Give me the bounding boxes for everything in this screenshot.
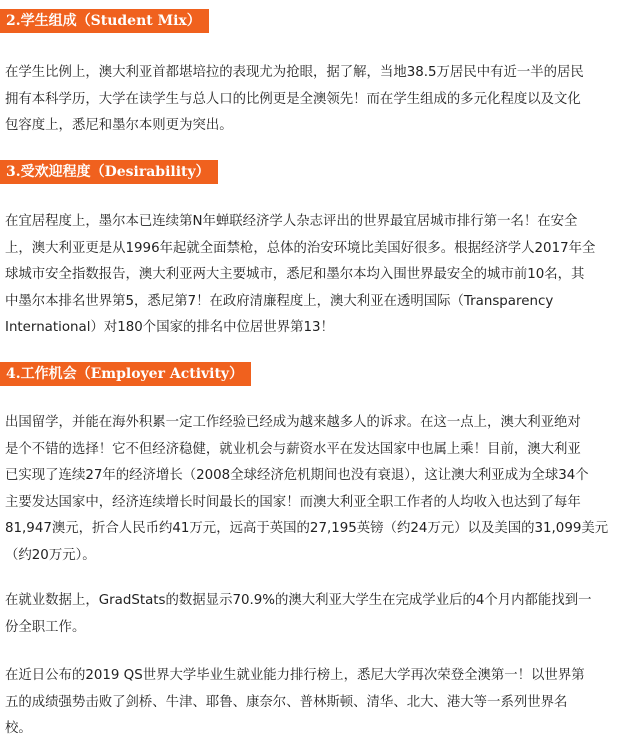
paragraph-employer-activity-1: [5, 410, 633, 570]
section-heading-desirability: 3.受欢迎程度（Desirability）: [0, 160, 218, 184]
text-line: 拥有本科学历，大学在读学生与总人口的比例更是全澳领先！而在学生组成的多元化程度以及文化: [5, 91, 581, 107]
text-line: 已实现了连续27年的经济增长（2008全球经济危机期间也没有衰退），这让澳大利亚成为全球34个: [5, 468, 589, 484]
text-line: 是个不错的选择！它不但经济稳健，就业机会与薪资水平在发达国家中也属上乘！目前，澳大利亚: [5, 441, 581, 457]
text-line: 在就业数据上，GradStats的数据显示70.9%的澳大利亚大学生在完成学业后的4个月内都能找到一: [5, 593, 592, 608]
text-line: 在宜居程度上，墨尔本已连续第N年蝉联经济学人杂志评出的世界最宜居城市排行第一名！在安全: [5, 214, 578, 229]
text-line: 包容度上，悉尼和墨尔本则更为突出。: [5, 118, 233, 134]
text-line: 份全职工作。: [5, 619, 86, 635]
text-line: 在学生比例上，澳大利亚首都堪培拉的表现尤为抢眼，据了解，当地38.5万居民中有近一半的居民: [5, 65, 584, 80]
section-heading-student-mix: 2.学生组成（Student Mix）: [0, 9, 209, 33]
section-heading-employer-activity: 4.工作机会（Employer Activity）: [0, 362, 251, 386]
text-line: 五的成绩强势击败了剑桥、牛津、耶鲁、康奈尔、普林斯顿、清华、北大、港大等一系列世界名: [5, 694, 568, 710]
paragraph-desirability: [5, 209, 633, 342]
text-line: 球城市安全指数报告，澳大利亚两大主要城市，悉尼和墨尔本均入围世界最安全的城市前10名，其: [5, 267, 585, 283]
text-line: International）对180个国家的排名中位居世界第13！: [5, 320, 334, 336]
text-line: 中墨尔本排名世界第5，悉尼第7！在政府清廉程度上，澳大利亚在透明国际（Transparency: [5, 293, 554, 309]
paragraph-employer-activity-3: [5, 663, 633, 743]
text-line: 在近日公布的2019 QS世界大学毕业生就业能力排行榜上，悉尼大学再次荣登全澳第一！以世界第: [5, 668, 585, 683]
text-line: 校。: [5, 721, 32, 737]
paragraph-student-mix: [5, 60, 633, 140]
text-line: 上，澳大利亚更是从1996年起就全面禁枪，总体的治安环境比美国好很多。根据经济学人2017年全: [5, 240, 596, 256]
paragraph-employer-activity-2: [5, 588, 633, 641]
text-line: 81,947澳元，折合人民币约41万元，远高于英国的27,195英镑（约24万元）以及美国的31,099美元: [5, 521, 609, 537]
text-line: （约20万元）。: [5, 547, 96, 563]
text-line: 主要发达国家中，经济连续增长时间最长的国家！而澳大利亚全职工作者的人均收入也达到了每年: [5, 494, 581, 510]
text-line: 出国留学，并能在海外积累一定工作经验已经成为越来越多人的诉求。在这一点上，澳大利亚绝对: [5, 415, 581, 430]
